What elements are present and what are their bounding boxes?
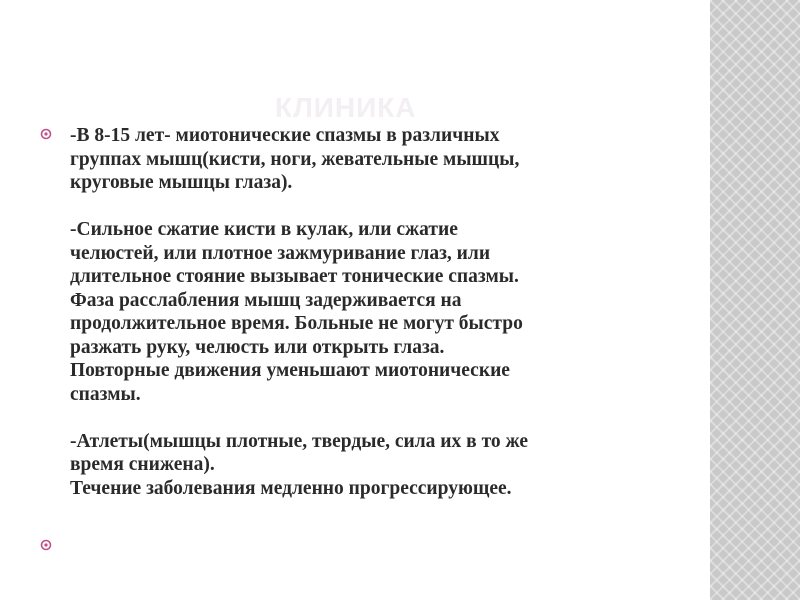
text-line: -В 8-15 лет- миотонические спазмы в различных <box>70 125 500 146</box>
text-line: Течение заболевания медленно прогрессирующее. <box>70 477 512 499</box>
circle-bullet-icon <box>40 128 52 140</box>
slide-title: КЛИНИКА <box>275 92 417 123</box>
text-line: продолжительное время. Больные не могут быстро <box>70 313 523 334</box>
text-line: Повторные движения уменьшают миотонические <box>70 360 510 381</box>
paragraph-gap <box>70 195 528 219</box>
bullet-item <box>40 124 680 500</box>
paragraph-gap <box>70 406 528 430</box>
text-line: -Сильное сжатие кисти в кулак, или сжатие <box>70 219 458 240</box>
decorative-side-strip <box>710 0 800 600</box>
bullet-item-empty <box>40 535 680 551</box>
circle-bullet-icon <box>40 539 52 551</box>
text-line: группах мышц(кисти, ноги, жевательные мышцы, <box>70 148 520 170</box>
bullet-text <box>70 124 528 500</box>
text-line: челюстей, или плотное зажмуривание глаз, или <box>70 242 491 264</box>
slide-content <box>40 124 680 551</box>
text-line: спазмы. <box>70 383 141 405</box>
text-line: круговые мышцы глаза). <box>70 172 293 193</box>
text-line: -Атлеты(мышцы плотные, твердые, сила их в то же <box>70 430 529 452</box>
text-line: Фаза расслабления мышц задерживается на <box>70 289 462 311</box>
text-line: время снижена). <box>70 454 215 475</box>
text-line: длительное стояние вызывает тонические спазмы. <box>70 266 519 287</box>
text-line: разжать руку, челюсть или открыть глаза. <box>70 336 445 358</box>
